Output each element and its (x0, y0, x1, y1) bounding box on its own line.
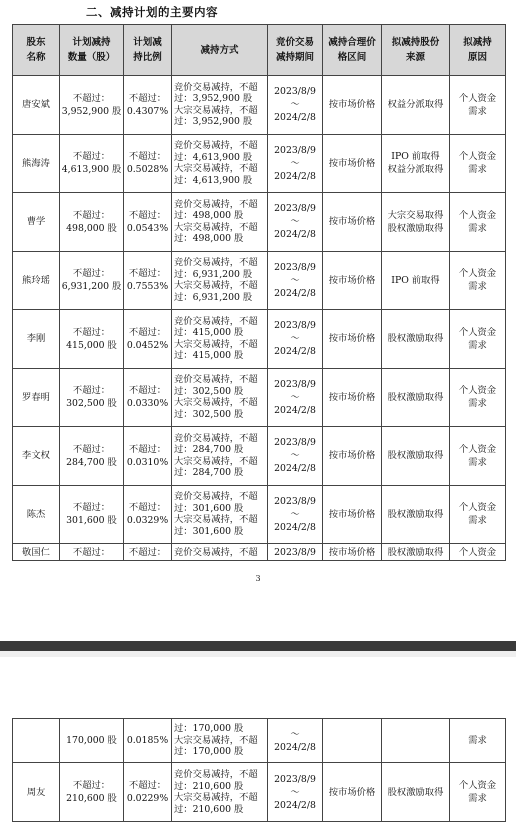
planned-quantity: 不超过： (72, 780, 111, 791)
planned-quantity: 不超过： (72, 443, 111, 455)
column-header-text: 原因 (467, 52, 487, 63)
shareholder-name-cell (13, 427, 60, 486)
reduction-method: 过：210,600 股 (174, 803, 244, 815)
planned-quantity-cell (60, 310, 124, 369)
planned-ratio: 不超过： (128, 443, 167, 455)
table-row (13, 193, 506, 252)
table-header-row (13, 25, 506, 76)
reduction-period-cell (268, 485, 323, 544)
price-range-cell (323, 76, 382, 135)
reduction-period: 2024/2/8 (274, 799, 316, 811)
reduction-method: 过：170,000 股 (174, 746, 244, 758)
reduction-method-cell (172, 251, 268, 310)
reduction-method-cell (172, 485, 268, 544)
planned-ratio: 0.0185% (126, 735, 169, 746)
shareholder-name-cell (13, 544, 60, 561)
reduction-period: 2023/8/9 (274, 437, 316, 449)
planned-ratio-cell (124, 427, 172, 486)
reduction-period: 2024/2/8 (274, 463, 316, 475)
planned-quantity: 不超过： (72, 268, 111, 280)
share-source-cell (382, 193, 450, 252)
share-source: 权益分派取得 (387, 164, 444, 176)
reduction-method: 大宗交易减持，不超 (174, 280, 258, 292)
planned-quantity: 不超过： (72, 547, 111, 558)
reduction-reason: 个人资金 (458, 209, 497, 221)
reduction-method: 竞价交易减持，不超 (174, 140, 258, 152)
reduction-method: 大宗交易减持，不超 (174, 221, 258, 233)
reduction-period: 2023/8/9 (274, 261, 316, 273)
planned-ratio: 0.7553% (126, 281, 169, 293)
reduction-reason: 个人资金 (458, 780, 497, 791)
planned-quantity-cell (60, 763, 124, 822)
reduction-reason: 个人资金 (458, 92, 497, 104)
reduction-method-cell (172, 76, 268, 135)
reduction-method: 过：498,000 股 (174, 210, 244, 222)
reduction-method: 过：3,952,900 股 (174, 116, 253, 128)
column-header-text: 减持方式 (200, 44, 239, 56)
reduction-reason-cell (450, 251, 506, 310)
price-range: 按市场价格 (328, 274, 376, 286)
price-range: 按市场价格 (328, 99, 376, 111)
reduction-reason-cell (450, 719, 506, 763)
planned-quantity: 284,700 股 (66, 456, 117, 468)
reduction-method: 竞价交易减持，不超 (174, 491, 258, 503)
share-source-cell (382, 310, 450, 369)
planned-quantity: 不超过： (72, 209, 111, 221)
reduction-period: ～ (290, 333, 300, 345)
reduction-method: 过：415,000 股 (174, 350, 244, 362)
table-row (13, 251, 506, 310)
reduction-method: 竞价交易减持，不超 (174, 81, 258, 93)
reduction-period: ～ (290, 728, 300, 740)
share-source-cell (382, 427, 450, 486)
reduction-method-cell (172, 763, 268, 822)
planned-ratio: 0.0229% (126, 793, 169, 804)
reduction-reason: 需求 (468, 222, 487, 234)
reduction-method: 竞价交易减持，不超 (174, 769, 258, 780)
shareholder-name-cell (13, 368, 60, 427)
reduction-period: 2024/2/8 (274, 404, 316, 416)
column-header (124, 25, 172, 76)
column-header-text: 竞价交易 (275, 37, 314, 48)
reduction-reason-cell (450, 368, 506, 427)
share-source-cell (382, 544, 450, 561)
planned-quantity: 210,600 股 (66, 793, 117, 804)
planned-ratio: 0.0310% (126, 456, 169, 468)
reduction-method: 大宗交易减持，不超 (174, 514, 258, 526)
reduction-method: 大宗交易减持，不超 (174, 163, 258, 175)
planned-ratio-cell (124, 134, 172, 193)
price-range: 按市场价格 (328, 157, 376, 169)
table-row (13, 427, 506, 486)
reduction-plan-table-continued (12, 718, 506, 822)
reduction-method-cell (172, 193, 268, 252)
reduction-method: 大宗交易减持，不超 (174, 792, 258, 803)
reduction-method: 过：301,600 股 (174, 525, 244, 537)
page-gap (0, 651, 516, 657)
share-source: 股权激励取得 (387, 547, 444, 558)
table-row (13, 763, 506, 822)
shareholder-name: 陈杰 (26, 508, 46, 520)
share-source: 股权激励取得 (387, 508, 444, 520)
share-source: IPO 前取得 (391, 151, 440, 163)
page-divider (0, 641, 516, 651)
reduction-period-cell (268, 193, 323, 252)
shareholder-name: 熊海涛 (22, 157, 50, 169)
planned-ratio: 0.0452% (126, 339, 169, 351)
planned-quantity: 170,000 股 (66, 735, 117, 746)
planned-quantity: 4,613,900 股 (61, 164, 122, 176)
shareholder-name: 敬国仁 (22, 547, 50, 558)
price-range: 按市场价格 (328, 786, 376, 798)
column-header-text: 股东 (26, 37, 46, 48)
table-row (13, 134, 506, 193)
planned-quantity-cell (60, 251, 124, 310)
planned-quantity-cell (60, 719, 124, 763)
reduction-reason-cell (450, 763, 506, 822)
column-header (382, 25, 450, 76)
planned-quantity-cell (60, 427, 124, 486)
reduction-reason: 个人资金 (458, 443, 497, 455)
reduction-reason-cell (450, 134, 506, 193)
table-row (13, 76, 506, 135)
planned-ratio: 0.4307% (126, 105, 169, 117)
reduction-method: 过：284,700 股 (174, 444, 244, 456)
shareholder-name-cell (13, 76, 60, 135)
planned-quantity-cell (60, 134, 124, 193)
reduction-period-cell (268, 763, 323, 822)
column-header (13, 25, 60, 76)
reduction-method: 竞价交易减持，不超 (174, 315, 258, 327)
price-range: 按市场价格 (328, 450, 376, 462)
price-range: 按市场价格 (328, 333, 376, 345)
reduction-method: 大宗交易减持，不超 (174, 734, 258, 746)
column-header-text: 格区间 (337, 52, 367, 63)
reduction-period: 2024/2/8 (274, 112, 316, 124)
reduction-reason: 需求 (468, 515, 487, 527)
price-range-cell (323, 427, 382, 486)
table-row (13, 368, 506, 427)
reduction-method: 竞价交易减持，不超 (174, 198, 258, 210)
planned-quantity: 6,931,200 股 (61, 281, 122, 293)
share-source-cell (382, 134, 450, 193)
reduction-plan-table (12, 24, 506, 561)
planned-ratio-cell (124, 485, 172, 544)
reduction-period: ～ (290, 157, 300, 169)
reduction-period: 2023/8/9 (274, 203, 316, 215)
reduction-reason: 个人资金 (458, 151, 497, 163)
planned-ratio: 不超过： (128, 92, 167, 104)
reduction-period: 2023/8/9 (274, 547, 316, 558)
share-source: 股权激励取得 (387, 450, 444, 462)
column-header (172, 25, 268, 76)
reduction-period: ～ (290, 450, 300, 462)
reduction-reason: 需求 (468, 105, 487, 117)
reduction-reason: 需求 (468, 456, 487, 468)
shareholder-name-cell (13, 134, 60, 193)
reduction-reason: 需求 (468, 793, 487, 804)
reduction-period-cell (268, 251, 323, 310)
planned-ratio: 不超过： (128, 326, 167, 338)
planned-quantity: 不超过： (72, 385, 111, 397)
price-range: 按市场价格 (328, 547, 376, 558)
reduction-reason-cell (450, 427, 506, 486)
shareholder-name-cell (13, 763, 60, 822)
planned-quantity: 301,600 股 (66, 515, 117, 527)
column-header (268, 25, 323, 76)
reduction-reason: 个人资金 (458, 268, 497, 280)
reduction-reason: 需求 (468, 339, 487, 351)
reduction-method: 大宗交易减持，不超 (174, 338, 258, 350)
reduction-period-cell (268, 427, 323, 486)
planned-quantity-cell (60, 485, 124, 544)
reduction-reason: 个人资金 (458, 502, 497, 514)
reduction-reason: 个人资金 (458, 547, 497, 558)
column-header-text: 拟减持 (463, 37, 492, 48)
reduction-period: ～ (290, 786, 300, 798)
reduction-period: 2024/2/8 (274, 170, 316, 182)
column-header-text: 减持合理价 (328, 37, 376, 48)
shareholder-name: 熊玲瑶 (22, 274, 50, 286)
reduction-method: 过：4,613,900 股 (174, 151, 253, 163)
reduction-method: 竞价交易减持，不超 (174, 257, 258, 269)
reduction-method-cell (172, 544, 268, 561)
price-range-cell (323, 544, 382, 561)
share-source: 大宗交易取得 (387, 209, 444, 221)
shareholder-name-cell (13, 310, 60, 369)
reduction-period: 2024/2/8 (274, 521, 316, 533)
planned-quantity-cell (60, 544, 124, 561)
planned-ratio-cell (124, 368, 172, 427)
shareholder-name: 李文权 (22, 450, 50, 462)
column-header (60, 25, 124, 76)
section-title: 二、减持计划的主要内容 (86, 5, 218, 19)
reduction-period: 2023/8/9 (274, 378, 316, 390)
reduction-method: 竞价交易减持，不超 (174, 432, 258, 444)
reduction-period: 2023/8/9 (274, 86, 316, 98)
planned-quantity-cell (60, 76, 124, 135)
planned-ratio-cell (124, 310, 172, 369)
reduction-method: 过：301,600 股 (174, 502, 244, 514)
reduction-reason-cell (450, 485, 506, 544)
reduction-period-cell (268, 719, 323, 763)
reduction-method-cell (172, 368, 268, 427)
reduction-method: 过：415,000 股 (174, 327, 244, 339)
share-source: 股权激励取得 (387, 391, 444, 403)
reduction-method: 过：3,952,900 股 (174, 93, 253, 105)
price-range-cell (323, 763, 382, 822)
reduction-method: 过：284,700 股 (174, 467, 244, 479)
reduction-reason: 需求 (468, 281, 487, 293)
share-source: 股权激励取得 (387, 333, 444, 345)
column-header-text: 减持期间 (275, 52, 314, 63)
shareholder-name: 罗春明 (22, 391, 50, 403)
column-header-text: 名称 (26, 52, 46, 63)
reduction-period-cell (268, 134, 323, 193)
column-header (450, 25, 506, 76)
planned-ratio: 0.0329% (126, 515, 169, 527)
reduction-period-cell (268, 544, 323, 561)
planned-ratio: 不超过： (128, 151, 167, 163)
reduction-method-cell (172, 310, 268, 369)
planned-quantity-cell (60, 193, 124, 252)
planned-ratio-cell (124, 251, 172, 310)
planned-ratio: 不超过： (128, 209, 167, 221)
planned-ratio-cell (124, 763, 172, 822)
planned-ratio-cell (124, 544, 172, 561)
column-header-text: 计划减 (133, 37, 162, 48)
shareholder-name-cell (13, 485, 60, 544)
reduction-reason-cell (450, 76, 506, 135)
column-header-text: 来源 (405, 52, 425, 63)
planned-quantity: 3,952,900 股 (61, 105, 122, 117)
price-range-cell (323, 719, 382, 763)
column-header-text: 计划减持 (72, 37, 111, 48)
reduction-period: ～ (290, 99, 300, 111)
planned-ratio: 不超过： (128, 385, 167, 397)
reduction-period: ～ (290, 391, 300, 403)
column-header (323, 25, 382, 76)
reduction-reason: 个人资金 (458, 326, 497, 338)
reduction-method: 过：498,000 股 (174, 233, 244, 245)
planned-ratio: 不超过： (128, 502, 167, 514)
table-row-split-bottom (13, 719, 506, 763)
planned-quantity: 不超过： (72, 151, 111, 163)
planned-quantity: 不超过： (72, 326, 111, 338)
reduction-method: 过：302,500 股 (174, 385, 244, 397)
price-range-cell (323, 485, 382, 544)
reduction-period: 2024/2/8 (274, 741, 316, 753)
reduction-method: 过：302,500 股 (174, 408, 244, 420)
reduction-period: 2023/8/9 (274, 144, 316, 156)
reduction-method: 过：170,000 股 (174, 723, 244, 735)
price-range: 按市场价格 (328, 391, 376, 403)
planned-ratio-cell (124, 719, 172, 763)
price-range-cell (323, 251, 382, 310)
share-source: 股权激励取得 (387, 786, 444, 798)
planned-quantity-cell (60, 368, 124, 427)
reduction-method: 大宗交易减持，不超 (174, 104, 258, 116)
planned-quantity: 302,500 股 (66, 398, 117, 410)
planned-ratio-cell (124, 76, 172, 135)
share-source-cell (382, 251, 450, 310)
price-range: 按市场价格 (328, 216, 376, 228)
reduction-period: ～ (290, 216, 300, 228)
planned-ratio: 不超过： (128, 268, 167, 280)
reduction-reason: 需求 (468, 735, 487, 746)
reduction-reason-cell (450, 310, 506, 369)
reduction-reason: 个人资金 (458, 385, 497, 397)
reduction-method: 过：6,931,200 股 (174, 268, 253, 280)
reduction-period: 2023/8/9 (274, 773, 316, 785)
shareholder-name-cell (13, 193, 60, 252)
share-source-cell (382, 485, 450, 544)
price-range: 按市场价格 (328, 508, 376, 520)
reduction-period: 2024/2/8 (274, 287, 316, 299)
column-header-text: 持比例 (133, 52, 162, 63)
reduction-method: 大宗交易减持，不超 (174, 397, 258, 409)
reduction-method: 过：210,600 股 (174, 780, 244, 792)
shareholder-name: 李刚 (26, 333, 46, 345)
reduction-reason: 需求 (468, 398, 487, 410)
planned-quantity: 不超过： (72, 502, 111, 514)
reduction-period: 2024/2/8 (274, 346, 316, 358)
planned-quantity: 不超过： (72, 92, 111, 104)
share-source: 权益分派取得 (387, 99, 444, 111)
planned-quantity: 415,000 股 (66, 339, 117, 351)
shareholder-name-cell (13, 251, 60, 310)
reduction-reason-cell (450, 193, 506, 252)
reduction-period-cell (268, 368, 323, 427)
page-number: 3 (255, 574, 261, 583)
reduction-reason-cell (450, 544, 506, 561)
share-source: IPO 前取得 (391, 274, 440, 286)
reduction-period: ～ (290, 508, 300, 520)
reduction-reason: 需求 (468, 164, 487, 176)
shareholder-name-cell (13, 719, 60, 763)
reduction-period: 2023/8/9 (274, 495, 316, 507)
column-header-text: 拟减持股份 (391, 37, 440, 48)
reduction-method-cell (172, 427, 268, 486)
reduction-method: 竞价交易减持，不超 (174, 547, 258, 558)
table-row (13, 485, 506, 544)
reduction-period-cell (268, 76, 323, 135)
share-source-cell (382, 719, 450, 763)
reduction-method: 大宗交易减持，不超 (174, 455, 258, 467)
planned-ratio: 不超过： (128, 780, 167, 791)
share-source: 股权激励取得 (387, 222, 444, 234)
planned-ratio: 0.0330% (126, 398, 169, 410)
price-range-cell (323, 310, 382, 369)
reduction-period: 2023/8/9 (274, 320, 316, 332)
planned-ratio-cell (124, 193, 172, 252)
shareholder-name: 唐安斌 (22, 99, 50, 111)
reduction-method-cell (172, 134, 268, 193)
column-header-text: 数量（股） (67, 52, 116, 63)
planned-ratio: 0.5028% (126, 164, 169, 176)
reduction-period: 2024/2/8 (274, 229, 316, 241)
shareholder-name: 周友 (26, 786, 46, 798)
share-source-cell (382, 368, 450, 427)
table-row-split-top (13, 544, 506, 561)
reduction-method: 过：6,931,200 股 (174, 291, 253, 303)
shareholder-name: 曹学 (26, 216, 46, 228)
planned-quantity: 498,000 股 (66, 222, 117, 234)
reduction-period: ～ (290, 274, 300, 286)
share-source-cell (382, 76, 450, 135)
share-source-cell (382, 763, 450, 822)
planned-ratio: 不超过： (128, 547, 167, 558)
price-range-cell (323, 193, 382, 252)
reduction-method-cell (172, 719, 268, 763)
reduction-method: 竞价交易减持，不超 (174, 374, 258, 386)
reduction-period-cell (268, 310, 323, 369)
reduction-method: 过：4,613,900 股 (174, 174, 253, 186)
planned-ratio: 0.0543% (126, 222, 169, 234)
price-range-cell (323, 368, 382, 427)
table-row (13, 310, 506, 369)
price-range-cell (323, 134, 382, 193)
